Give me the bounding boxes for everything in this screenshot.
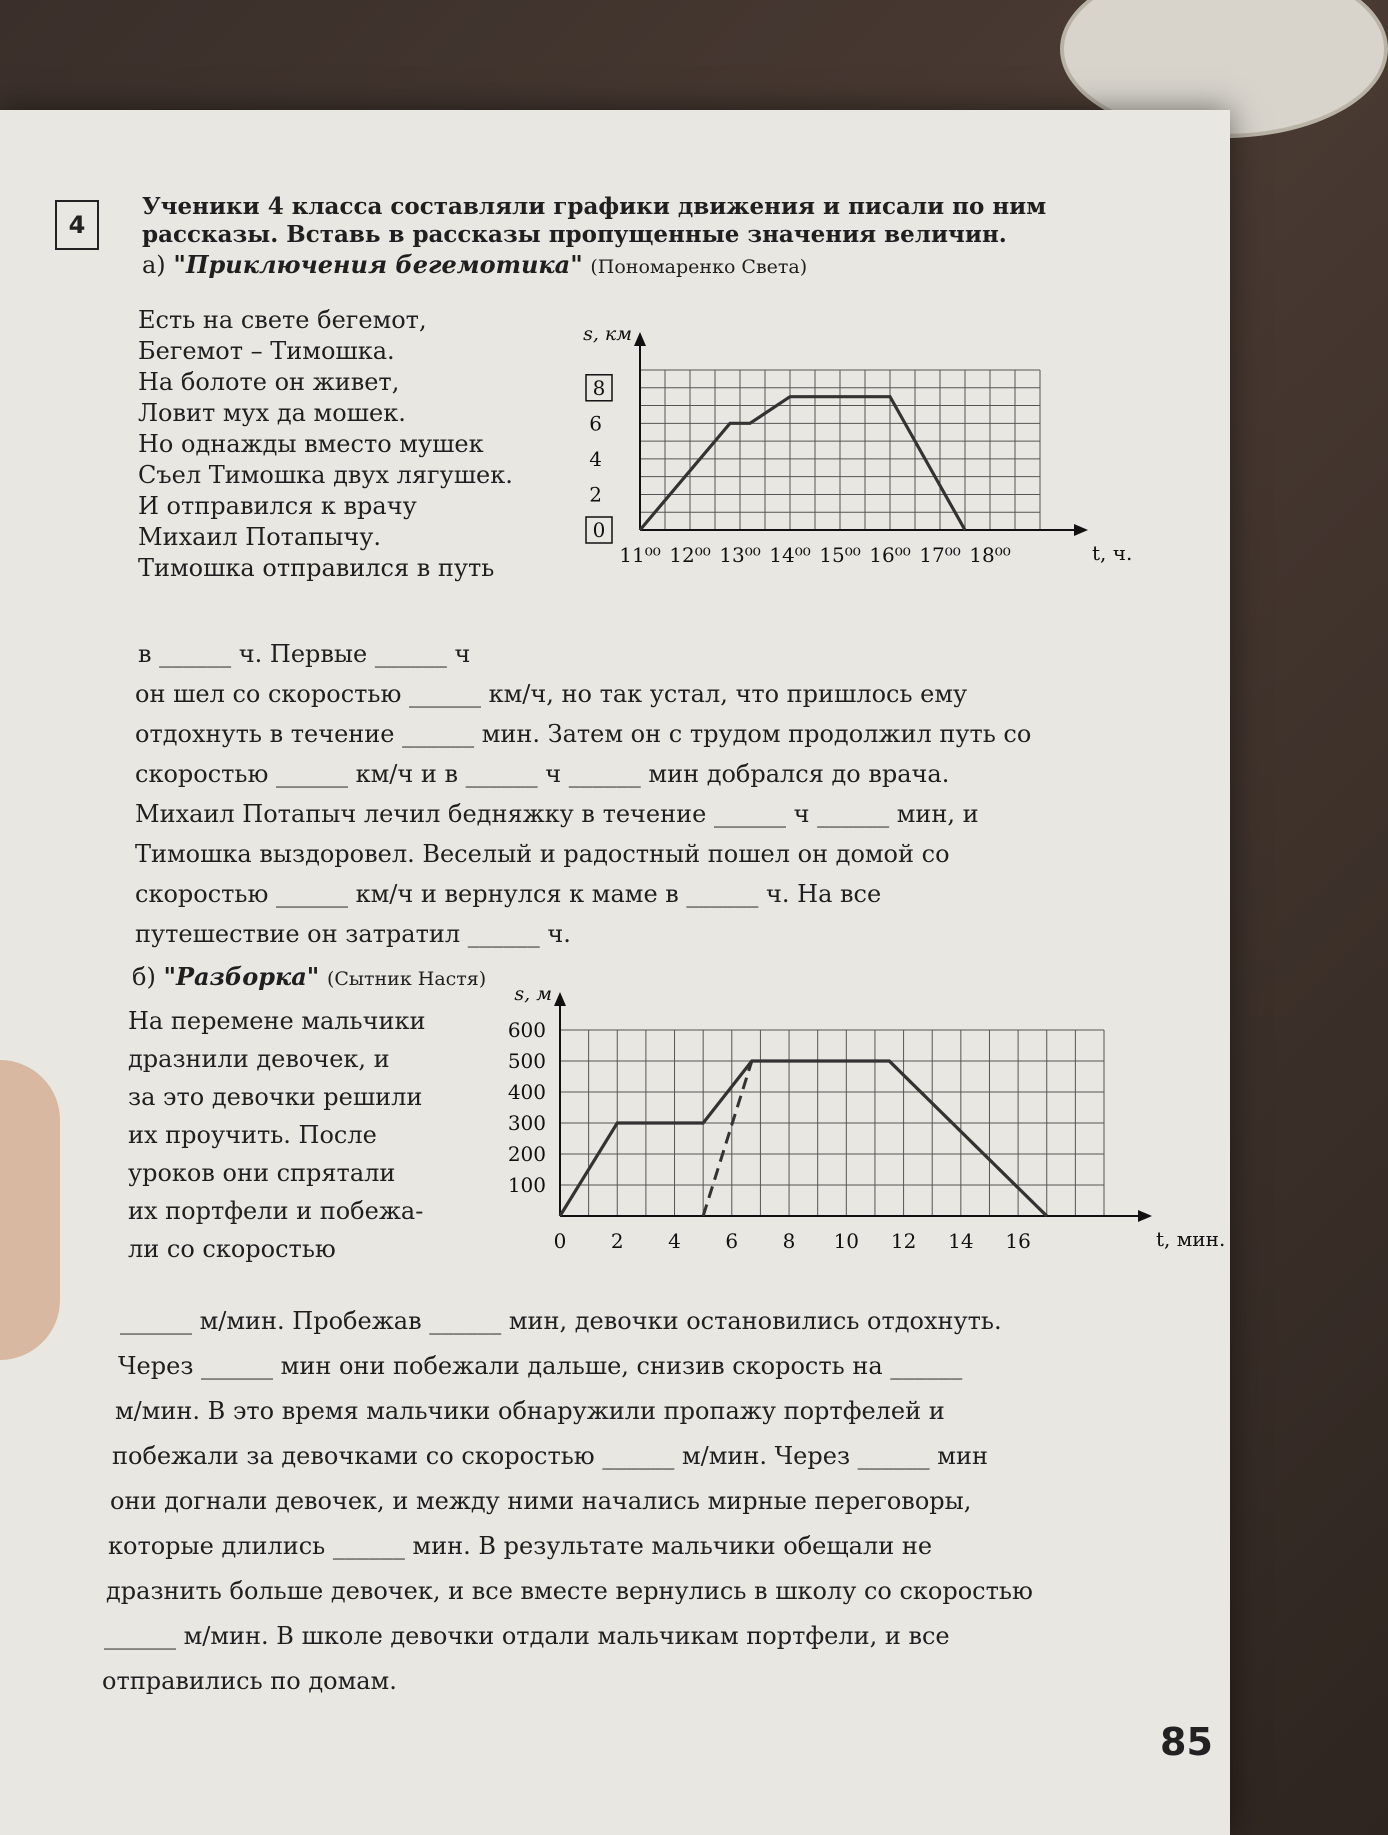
part-a-text-line: отдохнуть в течение ______ мин. Затем он с трудом продолжил путь со [135, 720, 1032, 748]
task-instruction-line2: рассказы. Вставь в рассказы пропущенные значения величин. [142, 221, 1007, 248]
poem-line: Съел Тимошка двух лягушек. [138, 461, 513, 489]
part-a-heading [142, 250, 807, 282]
y-tick-label: 6 [589, 411, 602, 436]
x-tick-label: 8 [782, 1229, 796, 1253]
x-tick-label: 15⁰⁰ [819, 543, 861, 567]
part-a-text-line: путешествие он затратил ______ ч. [135, 920, 571, 948]
part-b-side-line: уроков они спрятали [128, 1159, 396, 1187]
y-tick-label: 2 [589, 482, 602, 507]
part-b-title: "Разборка" [163, 962, 320, 991]
part-b-side-line: дразнили девочек, и [128, 1045, 390, 1073]
x-tick-label: 17⁰⁰ [919, 543, 961, 567]
poem-line: Но однажды вместо мушек [138, 430, 484, 458]
y-axis-arrow [634, 332, 646, 346]
poem-line: Михаил Потапычу. [138, 523, 381, 551]
x-tick-label: 11⁰⁰ [619, 543, 661, 567]
poem-line: Бегемот – Тимошка. [138, 337, 395, 365]
y-tick-label: 0 [592, 518, 606, 542]
part-b-text-line: которые длились ______ мин. В результате мальчики обещали не [108, 1532, 933, 1560]
part-b-author: (Сытник Настя) [326, 968, 487, 990]
task-instruction-line1: Ученики 4 класса составляли графики движения и писали по ним [142, 193, 1047, 220]
y-tick-label: 500 [507, 1049, 546, 1073]
y-tick-label: 400 [507, 1080, 546, 1104]
y-axis-label: s, км [583, 323, 632, 345]
page-number: 85 [1160, 1720, 1213, 1764]
x-axis-label: t, мин. [1156, 1227, 1226, 1251]
part-b-side-line: за это девочки решили [128, 1083, 423, 1111]
series-line-solid [560, 1061, 1047, 1216]
y-tick-label: 4 [589, 446, 602, 471]
part-b-text-line: они догнали девочек, и между ними начались мирные переговоры, [110, 1487, 972, 1515]
x-tick-label: 14 [948, 1229, 974, 1253]
part-a-title: "Приключения бегемотика" [173, 250, 583, 279]
y-tick-label: 100 [507, 1173, 546, 1197]
series-line-dashed [703, 1061, 752, 1216]
x-axis-arrow [1074, 524, 1088, 536]
part-b-heading [132, 962, 486, 994]
x-tick-label: 14⁰⁰ [769, 543, 811, 567]
part-b-text-line: ______ м/мин. В школе девочки отдали мальчикам портфели, и все [104, 1622, 950, 1650]
part-a-text-line: Тимошка выздоровел. Веселый и радостный пошел он домой со [135, 840, 950, 868]
poem-line: На болоте он живет, [138, 368, 400, 396]
x-tick-label: 12⁰⁰ [669, 543, 711, 567]
x-tick-label: 6 [725, 1229, 739, 1253]
poem-line: Есть на свете бегемот, [138, 306, 427, 334]
x-tick-label: 10 [833, 1229, 860, 1253]
task-number-box [55, 200, 99, 250]
part-a-text-line: Михаил Потапыч лечил бедняжку в течение ______ ч ______ мин, и [135, 800, 979, 828]
textbook-page [0, 110, 1230, 1835]
part-b-text-line: побежали за девочками со скоростью ______ м/мин. Через ______ мин [112, 1442, 988, 1470]
x-tick-label: 13⁰⁰ [719, 543, 761, 567]
x-tick-label: 12 [890, 1229, 917, 1253]
task-number: 4 [68, 211, 86, 239]
x-tick-label: 16⁰⁰ [869, 543, 911, 567]
part-b-text-line: отправились по домам. [102, 1667, 397, 1695]
y-axis-arrow [554, 992, 566, 1006]
poem-line: И отправился к врачу [138, 492, 417, 520]
part-b-text-line: Через ______ мин они побежали дальше, снизив скорость на ______ [118, 1352, 963, 1380]
series-line-solid [640, 397, 965, 530]
x-tick-label: 4 [668, 1229, 681, 1253]
x-tick-label: 2 [610, 1229, 624, 1253]
chart-a-distance-time [540, 323, 1133, 590]
x-axis-arrow [1138, 1210, 1152, 1222]
finger-foreground [0, 1060, 60, 1360]
part-b-side-line: ли со скоростью [128, 1235, 336, 1263]
y-tick-label: 8 [592, 375, 606, 400]
part-a-author: (Пономаренко Света) [590, 256, 808, 278]
part-a-text-line: скоростью ______ км/ч и в ______ ч ______ мин добрался до врача. [135, 760, 950, 788]
x-tick-label: 16 [1005, 1229, 1031, 1253]
part-a-text-line: он шел со скоростью ______ км/ч, но так устал, что пришлось ему [135, 680, 968, 708]
part-b-text-line: м/мин. В это время мальчики обнаружили пропажу портфелей и [115, 1397, 945, 1425]
part-a-prefix: а) [142, 251, 174, 279]
part-a-text-line: в ______ ч. Первые ______ ч [138, 640, 471, 668]
part-b-side-line: их портфели и побежа- [128, 1197, 424, 1225]
y-tick-label: 200 [507, 1142, 546, 1166]
part-b-text-line: дразнить больше девочек, и все вместе вернулись в школу со скоростью [106, 1577, 1033, 1605]
y-tick-label: 600 [507, 1018, 546, 1042]
x-tick-label: 0 [553, 1229, 567, 1253]
part-a-poem [138, 305, 513, 584]
poem-line: Тимошка отправился в путь [138, 554, 495, 582]
x-tick-label: 18⁰⁰ [969, 543, 1011, 567]
part-b-text-line: ______ м/мин. Пробежав ______ мин, девочки остановились отдохнуть. [120, 1307, 1002, 1335]
poem-line: Ловит мух да мошек. [138, 399, 406, 427]
part-b-prefix: б) [132, 963, 164, 991]
part-a-text-line: скоростью ______ км/ч и вернулся к маме в ______ ч. На все [135, 880, 882, 908]
part-b-side-line: На перемене мальчики [128, 1007, 426, 1035]
x-axis-label: t, ч. [1092, 541, 1133, 565]
y-tick-label: 300 [507, 1111, 546, 1135]
y-axis-label: s, м [514, 983, 552, 1005]
chart-b-distance-time [480, 983, 1226, 1290]
part-b-side-line: их проучить. После [128, 1121, 377, 1149]
